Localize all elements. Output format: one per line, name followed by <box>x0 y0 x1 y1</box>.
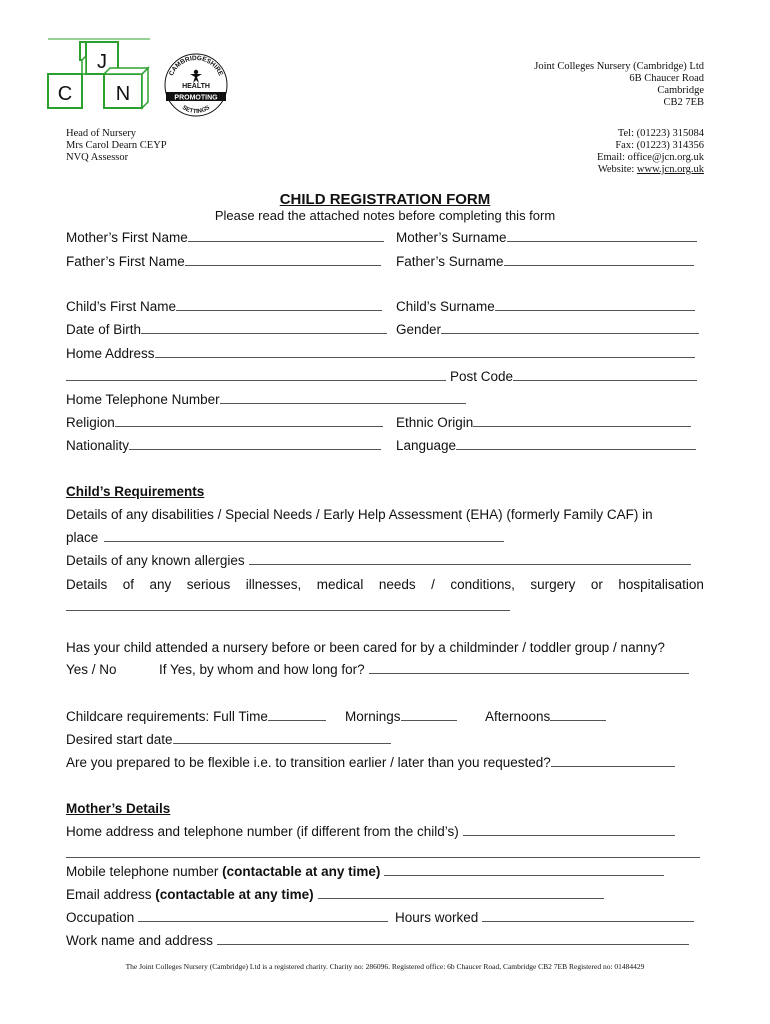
child-surname-line[interactable] <box>495 299 695 311</box>
mobile-label-bold: (contactable at any time) <box>222 864 381 879</box>
website-label: Website: <box>597 164 637 175</box>
work-name-address-label: Work name and address <box>66 933 213 948</box>
org-address-line: Cambridge <box>657 85 704 96</box>
date-of-birth-field[interactable] <box>66 322 387 337</box>
allergies-line[interactable] <box>249 553 691 565</box>
child-surname-label: Child’s Surname <box>396 299 495 314</box>
website-link[interactable]: www.jcn.org.uk <box>636 164 704 175</box>
home-address-label: Home Address <box>66 346 155 361</box>
footer-charity-info: The Joint Colleges Nursery (Cambridge) Ltd is a registered charity. Charity no: 286096. Registered office: 6b Chaucer Road, Cambridge CB2 7EB Registered no: 01484429 <box>125 962 645 971</box>
father-surname-line[interactable] <box>504 254 694 266</box>
flexible-label: Are you prepared to be flexible i.e. to transition earlier / later than you requested? <box>66 755 551 770</box>
mobile-field[interactable] <box>66 864 664 879</box>
start-date-line[interactable] <box>173 732 391 744</box>
serious-word: needs <box>378 577 416 592</box>
serious-word: Details <box>66 577 108 592</box>
childcare-requirements-label: Childcare requirements: Full Time <box>66 709 268 724</box>
mobile-label: Mobile telephone number <box>66 864 223 879</box>
mother-first-name-label: Mother’s First Name <box>66 230 188 245</box>
yes-no-option[interactable]: Yes / No <box>66 662 117 677</box>
serious-word: hospitalisation <box>618 577 704 592</box>
form-title: CHILD REGISTRATION FORM <box>279 191 491 208</box>
logo-letter-n: N <box>115 83 131 105</box>
afternoons-field[interactable] <box>485 709 606 724</box>
mother-first-name-line[interactable] <box>188 230 384 242</box>
allergies-field[interactable] <box>66 553 691 568</box>
health-promoting-badge <box>163 52 229 118</box>
child-first-name-field[interactable] <box>66 299 382 314</box>
badge-health-text: HEALTH <box>182 83 210 90</box>
father-surname-label: Father’s Surname <box>396 254 504 269</box>
language-line[interactable] <box>456 438 696 450</box>
religion-line[interactable] <box>115 415 383 427</box>
disabilities-text: Details of any disabilities / Special Needs / Early Help Assessment (EHA) (formerly Family CAF) in <box>66 507 653 522</box>
badge-band-text: PROMOTING <box>174 94 218 102</box>
logo-letter-c: C <box>57 83 73 105</box>
website-line <box>597 164 704 176</box>
mother-first-name-field[interactable] <box>66 230 384 245</box>
email-line[interactable] <box>318 887 604 899</box>
mother-home-address-line[interactable] <box>463 824 675 836</box>
occupation-line[interactable] <box>138 910 388 922</box>
hours-worked-field[interactable] <box>395 910 694 925</box>
mother-home-address-field[interactable] <box>66 824 675 839</box>
email-label: Email address <box>66 887 156 902</box>
jcn-logo <box>46 38 150 110</box>
childcare-full-time-field[interactable] <box>66 709 326 724</box>
start-date-label: Desired start date <box>66 732 173 747</box>
serious-illness-line[interactable] <box>66 599 510 611</box>
mother-home-address-line-2-blank[interactable] <box>66 846 700 858</box>
home-address-line-2-blank[interactable] <box>66 369 446 381</box>
religion-field[interactable] <box>66 415 383 430</box>
disabilities-field[interactable] <box>66 530 504 545</box>
mobile-line[interactable] <box>384 864 664 876</box>
language-label: Language <box>396 438 457 453</box>
serious-word: conditions, <box>450 577 515 592</box>
serious-illness-field[interactable] <box>66 599 510 614</box>
father-first-name-line[interactable] <box>185 254 381 266</box>
home-address-line[interactable] <box>155 346 695 358</box>
work-name-address-line[interactable] <box>217 933 689 945</box>
allergies-label: Details of any known allergies <box>66 553 245 568</box>
child-first-name-label: Child’s First Name <box>66 299 177 314</box>
hours-worked-line[interactable] <box>482 910 694 922</box>
home-address-line-2[interactable] <box>66 369 697 384</box>
email-label-bold: (contactable at any time) <box>155 887 314 902</box>
gender-field[interactable] <box>396 322 699 337</box>
head-info-line: Head of Nursery <box>66 128 136 139</box>
father-first-name-label: Father’s First Name <box>66 254 185 269</box>
serious-word: serious <box>186 577 231 592</box>
home-address-field[interactable] <box>66 346 695 361</box>
hours-worked-label: Hours worked <box>395 910 479 925</box>
fax: Fax: (01223) 314356 <box>615 140 704 151</box>
email[interactable]: Email: office@jcn.org.uk <box>597 152 704 163</box>
disabilities-place-label: place <box>66 530 99 545</box>
serious-word: surgery <box>530 577 576 592</box>
tel: Tel: (01223) 315084 <box>617 128 704 139</box>
form-subtitle: Please read the attached notes before completing this form <box>214 208 556 223</box>
nursery-question: Has your child attended a nursery before or been cared for by a childminder / toddler group / nanny? <box>66 640 665 655</box>
child-requirements-heading: Child’s Requirements <box>66 484 205 499</box>
start-date-field[interactable] <box>66 732 391 747</box>
father-surname-field[interactable] <box>396 254 694 269</box>
mother-surname-label: Mother’s Surname <box>396 230 507 245</box>
disabilities-line[interactable] <box>104 530 504 542</box>
ethnic-origin-label: Ethnic Origin <box>396 415 474 430</box>
child-first-name-line[interactable] <box>176 299 382 311</box>
mornings-line[interactable] <box>401 709 457 721</box>
afternoons-label: Afternoons <box>485 709 551 724</box>
email-field[interactable] <box>66 887 604 902</box>
head-of-nursery-info <box>66 128 167 164</box>
mother-details-heading: Mother’s Details <box>66 801 171 816</box>
post-code-line[interactable] <box>513 369 697 381</box>
gender-label: Gender <box>396 322 442 337</box>
post-code-label: Post Code <box>450 369 514 384</box>
language-field[interactable] <box>396 438 696 453</box>
nationality-field[interactable] <box>66 438 381 453</box>
mother-home-address-label: Home address and telephone number (if different from the child’s) <box>66 824 459 839</box>
mother-surname-field[interactable] <box>396 230 697 245</box>
if-yes-line[interactable] <box>369 662 689 674</box>
flexible-field[interactable] <box>66 755 675 770</box>
home-telephone-field[interactable] <box>66 392 466 407</box>
nationality-line[interactable] <box>129 438 381 450</box>
head-info-line: NVQ Assessor <box>66 152 129 163</box>
mornings-label: Mornings <box>345 709 401 724</box>
serious-word: any <box>149 577 172 592</box>
occupation-label: Occupation <box>66 910 135 925</box>
logo-letter-j: J <box>97 51 107 73</box>
father-first-name-field[interactable] <box>66 254 381 269</box>
gender-line[interactable] <box>441 322 699 334</box>
org-address <box>534 61 704 109</box>
serious-word: of <box>122 577 135 592</box>
nationality-label: Nationality <box>66 438 130 453</box>
home-telephone-line[interactable] <box>220 392 466 404</box>
serious-word: illnesses, <box>245 577 302 592</box>
occupation-field[interactable] <box>66 910 388 925</box>
org-address-line: 6B Chaucer Road <box>629 73 704 84</box>
badge-top-text: CAMBRIDGESHIRE <box>168 54 224 78</box>
serious-illness-text <box>66 577 704 592</box>
afternoons-line[interactable] <box>550 709 606 721</box>
ethnic-origin-line[interactable] <box>473 415 691 427</box>
date-of-birth-line[interactable] <box>141 322 387 334</box>
contact-info <box>597 128 704 176</box>
flexible-line[interactable] <box>551 755 675 767</box>
home-telephone-label: Home Telephone Number <box>66 392 220 407</box>
mornings-field[interactable] <box>345 709 457 724</box>
org-address-line: CB2 7EB <box>663 97 704 108</box>
work-name-address-field[interactable] <box>66 933 689 948</box>
date-of-birth-label: Date of Birth <box>66 322 142 337</box>
religion-label: Religion <box>66 415 115 430</box>
head-info-line: Mrs Carol Dearn CEYP <box>66 140 167 151</box>
org-address-line: Joint Colleges Nursery (Cambridge) Ltd <box>534 61 704 72</box>
serious-word: / <box>431 577 435 592</box>
full-time-line[interactable] <box>268 709 326 721</box>
mother-surname-line[interactable] <box>507 230 697 242</box>
ethnic-origin-field[interactable] <box>396 415 691 430</box>
badge-bottom-text: SETTINGS <box>180 104 212 116</box>
child-surname-field[interactable] <box>396 299 695 314</box>
mother-home-address-line-2[interactable] <box>66 846 700 861</box>
if-yes-label: If Yes, by whom and how long for? <box>159 662 365 677</box>
if-yes-field[interactable] <box>159 662 689 677</box>
serious-word: medical <box>316 577 364 592</box>
serious-word: or <box>590 577 603 592</box>
